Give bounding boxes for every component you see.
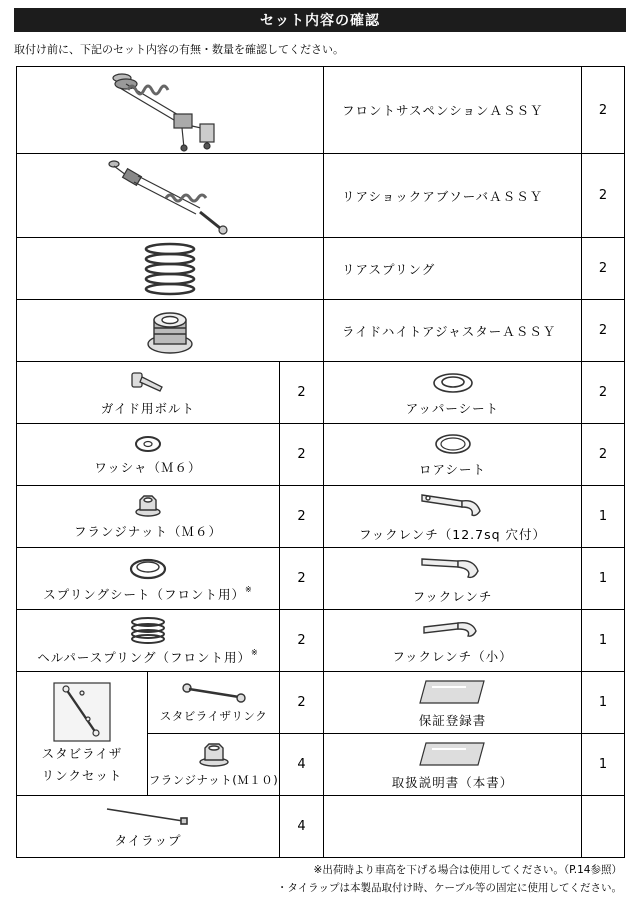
table-row: [17, 672, 625, 734]
table-row: [17, 154, 625, 238]
item-qty: 1: [582, 610, 625, 672]
spring-seat-icon: [128, 555, 168, 581]
item-name: フロントサスペンションＡＳＳＹ: [324, 67, 582, 154]
helper-spring-icon: [128, 616, 168, 644]
rear-spring-icon: [138, 242, 202, 296]
item-qty: 4: [280, 734, 324, 796]
document-icon: [418, 677, 488, 707]
item-name: リアショックアブソーバＡＳＳＹ: [324, 154, 582, 238]
empty-qty-cell: [582, 796, 625, 858]
hook-wrench-icon: [418, 491, 488, 521]
table-row: [17, 548, 625, 610]
item-cell: [148, 734, 280, 796]
item-qty: 2: [582, 300, 625, 362]
ride-height-adjuster-icon: [143, 306, 197, 356]
item-cell: [324, 734, 582, 796]
flange-nut-icon: [133, 494, 163, 518]
item-qty: 2: [280, 548, 324, 610]
table-row: [17, 300, 625, 362]
item-image-cell: [17, 300, 324, 362]
item-name: 保証登録書: [418, 712, 487, 728]
item-qty: 2: [582, 424, 625, 486]
guide-bolt-icon: [128, 369, 168, 395]
page-title: セット内容の確認: [260, 13, 380, 29]
item-name: フランジナット（Ｍ６）: [74, 523, 222, 539]
item-qty: 1: [582, 486, 625, 548]
note-mark: ※: [245, 584, 253, 594]
set-contents-table: [16, 66, 625, 858]
stabilizer-kit-cell: [17, 672, 148, 796]
item-name: ワッシャ（Ｍ６）: [94, 459, 202, 475]
item-name: スタビライザリンク: [159, 708, 268, 723]
item-name: ガイド用ボルト: [100, 400, 196, 416]
item-qty: 2: [280, 486, 324, 548]
item-name: ロアシート: [418, 461, 486, 477]
item-cell: [17, 486, 280, 548]
item-qty: 4: [280, 796, 324, 858]
item-qty: 1: [582, 672, 625, 734]
item-cell: [17, 424, 280, 486]
item-qty: 1: [582, 734, 625, 796]
item-cell: [324, 362, 582, 424]
rear-shock-icon: [100, 156, 240, 236]
item-name: フックレンチ（12.7sq 穴付）: [358, 526, 547, 542]
item-image-cell: [17, 154, 324, 238]
item-qty: 1: [582, 548, 625, 610]
page-header: [14, 8, 626, 32]
note-height: ※出荷時より車高を下げる場合は使用してください。（P.14参照）: [313, 864, 622, 876]
item-cell: [17, 548, 280, 610]
item-qty: 2: [280, 424, 324, 486]
item-name-with-mark: [17, 585, 279, 603]
tie-wrap-icon: [103, 805, 193, 827]
item-cell: [17, 362, 280, 424]
item-name: 取扱説明書（本書）: [391, 774, 514, 790]
item-image-cell: [17, 238, 324, 300]
stabilizer-kit-line2: リンクセット: [41, 767, 123, 783]
item-cell: [324, 672, 582, 734]
item-cell: [17, 796, 280, 858]
item-name: ライドハイトアジャスターＡＳＳＹ: [324, 300, 582, 362]
item-qty: 2: [582, 362, 625, 424]
item-qty: 2: [280, 672, 324, 734]
table-row: [17, 486, 625, 548]
item-cell: [148, 672, 280, 734]
flange-nut-m10-icon: [197, 742, 231, 768]
table-row: [17, 238, 625, 300]
item-name: タイラップ: [114, 832, 182, 848]
item-qty: 2: [582, 67, 625, 154]
note-tie-wrap: ・タイラップは本製品取付け時、ケーブル等の固定に使用してください。: [276, 882, 622, 894]
item-cell: [324, 486, 582, 548]
item-name: スプリングシート（フロント用）: [43, 586, 246, 602]
note-mark: ※: [251, 647, 259, 657]
item-name-with-mark: [17, 648, 279, 666]
stabilizer-link-set-icon: [52, 681, 112, 743]
item-cell: [324, 610, 582, 672]
item-name: フックレンチ（小）: [392, 648, 513, 664]
table-row: [17, 67, 625, 154]
table-row: [17, 424, 625, 486]
lower-seat-icon: [433, 432, 473, 456]
item-cell: [324, 424, 582, 486]
table-row: [17, 362, 625, 424]
item-qty: 2: [582, 154, 625, 238]
item-name: フランジナット(Ｍ１０): [148, 772, 279, 787]
hook-wrench-small-icon: [418, 617, 488, 643]
stabilizer-kit-line1: スタビライザ: [41, 745, 123, 761]
front-suspension-icon: [100, 68, 240, 152]
item-name: フックレンチ: [412, 588, 493, 604]
stabilizer-link-icon: [179, 682, 249, 704]
manual-icon: [418, 739, 488, 769]
washer-icon: [133, 434, 163, 454]
intro-text: 取付け前に、下記のセット内容の有無・数量を確認してください。: [14, 43, 344, 56]
item-qty: 2: [280, 362, 324, 424]
table-row: [17, 796, 625, 858]
item-cell: [324, 548, 582, 610]
item-name: リアスプリング: [324, 238, 582, 300]
item-qty: 2: [280, 610, 324, 672]
upper-seat-icon: [431, 369, 475, 395]
item-cell: [17, 610, 280, 672]
table-row: [17, 610, 625, 672]
item-name: ヘルパースプリング（フロント用）: [37, 649, 252, 665]
item-qty: 2: [582, 238, 625, 300]
item-name: アッパーシート: [405, 400, 500, 416]
empty-cell: [324, 796, 582, 858]
hook-wrench-icon: [418, 553, 488, 583]
item-image-cell: [17, 67, 324, 154]
